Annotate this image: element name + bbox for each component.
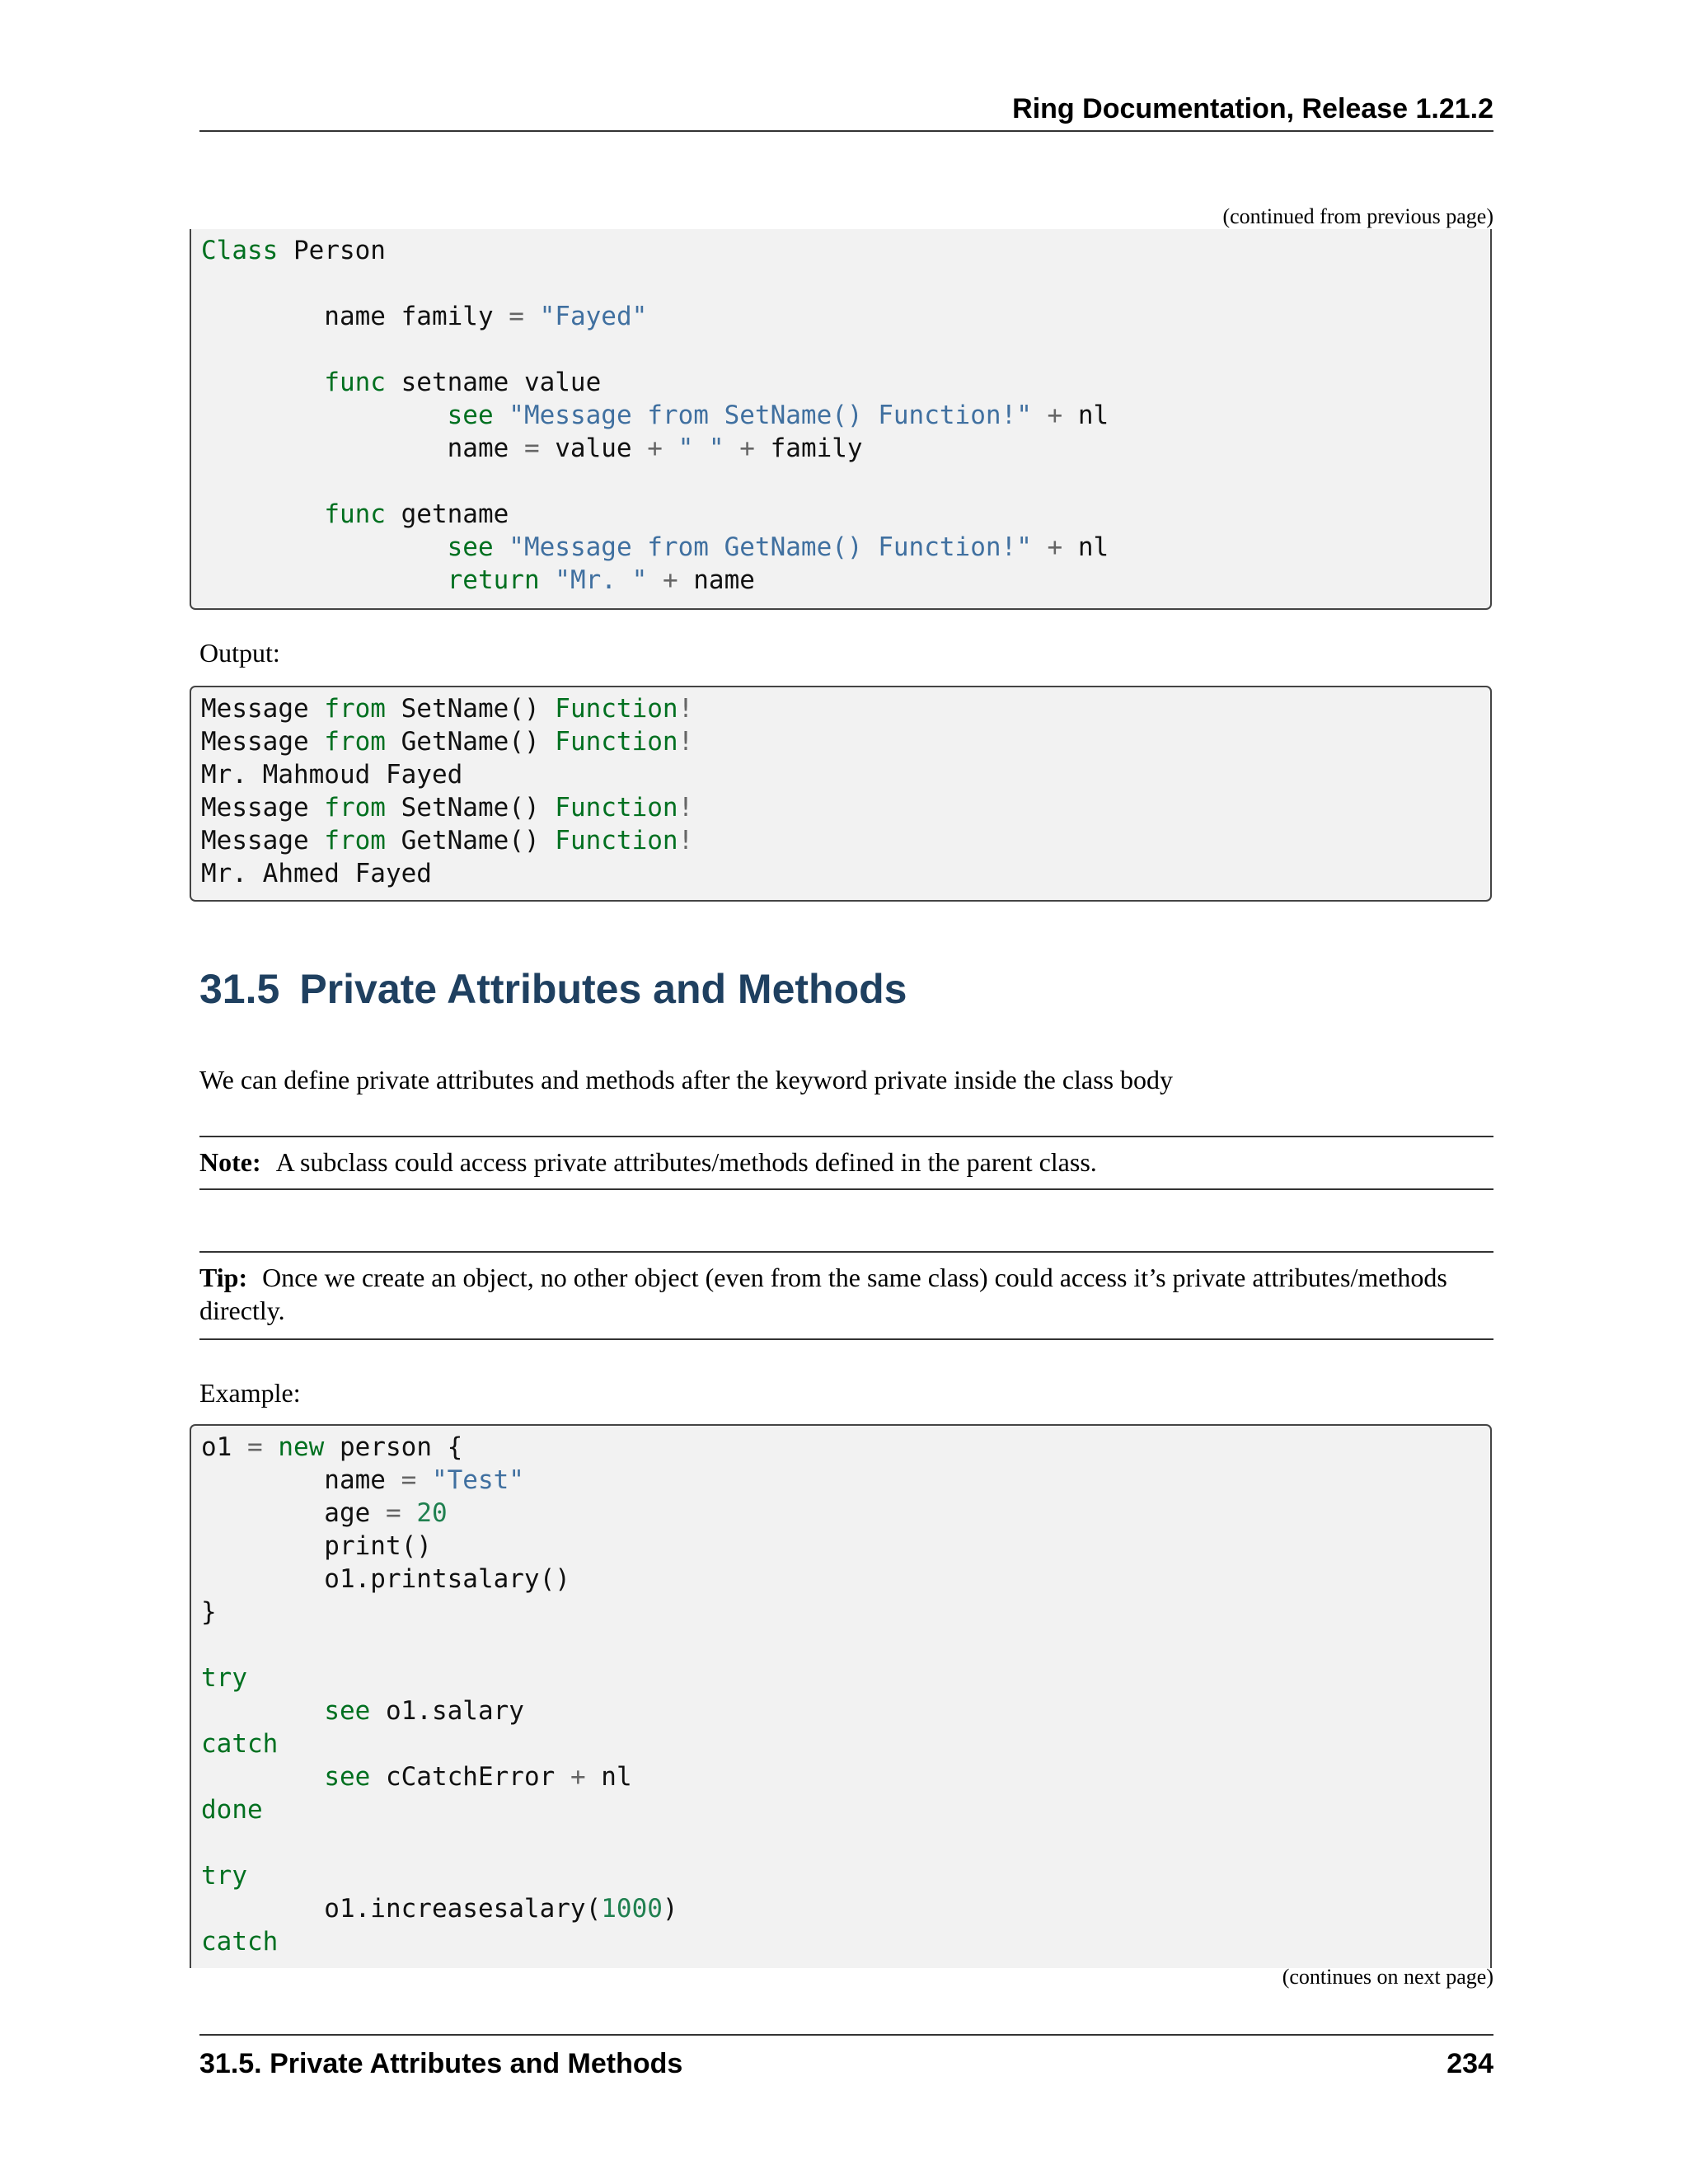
document-page — [199, 0, 1493, 2184]
code-block-1-line: name family = "Fayed" — [201, 302, 648, 331]
code-block-2-line: catch — [201, 1729, 279, 1759]
code-block-example — [190, 1424, 1492, 1968]
code-block-1-line: see "Message from GetName() Function!" + nl — [447, 532, 1109, 562]
output-block-line: Message from GetName() Function! — [201, 826, 694, 855]
output-block-line: Message from GetName() Function! — [201, 727, 694, 757]
section-title: Private Attributes and Methods — [299, 966, 907, 1012]
note-box — [199, 1136, 1493, 1190]
code-block-output — [190, 686, 1492, 902]
code-block-2-line: o1 = new person { — [201, 1432, 463, 1462]
output-block-line: Mr. Ahmed Fayed — [201, 859, 432, 888]
code-block-1-line: name = value + " " + family — [201, 434, 863, 463]
code-block-2-line: try — [201, 1663, 247, 1693]
code-block-2-line — [201, 1629, 1490, 1661]
document-title: Ring Documentation, Release 1.21.2 — [1012, 93, 1493, 124]
tip-text: Once we create an object, no other object (even from the same class) could access it’s private attributes/methods directly. — [199, 1263, 1447, 1325]
output-label: Output: — [199, 638, 280, 668]
code-block-2-line: catch — [201, 1927, 279, 1957]
code-block-2-line: name = "Test" — [201, 1465, 524, 1495]
footer-section: 31.5. Private Attributes and Methods — [199, 2048, 683, 2079]
example-label: Example: — [199, 1378, 301, 1408]
code-block-2-line: age = 20 — [201, 1498, 448, 1528]
note-label: Note: — [199, 1147, 261, 1177]
code-block-2-line: try — [201, 1861, 247, 1891]
code-block-1-line: return "Mr. " + name — [447, 565, 755, 595]
section-number: 31.5 — [199, 966, 280, 1012]
tip-label: Tip: — [199, 1263, 248, 1292]
code-block-2-line: o1.printsalary() — [201, 1564, 570, 1594]
code-block-1-line — [201, 333, 1490, 366]
continues-on-note: (continues on next page) — [1282, 1965, 1493, 1989]
code-block-class-person — [190, 229, 1492, 610]
code-block-1-line — [201, 267, 1490, 300]
code-block-1-line: Class Person — [201, 236, 386, 265]
code-block-1-line: func getname — [324, 499, 509, 529]
code-block-2-line: o1.increasesalary(1000) — [201, 1894, 678, 1924]
code-block-1-line — [201, 465, 1490, 498]
code-block-2-line: done — [201, 1795, 263, 1825]
code-block-2-line: see cCatchError + nl — [324, 1762, 632, 1792]
page-number: 234 — [1447, 2048, 1493, 2079]
code-block-2-line: print() — [201, 1531, 432, 1561]
code-block-2-line — [201, 1826, 1490, 1859]
tip-box — [199, 1251, 1493, 1340]
page-header — [199, 92, 1493, 132]
output-block-line: Mr. Mahmoud Fayed — [201, 760, 463, 790]
output-block-line: Message from SetName() Function! — [201, 694, 694, 724]
code-block-2-line: } — [201, 1597, 217, 1627]
output-block-line: Message from SetName() Function! — [201, 793, 694, 823]
code-block-2-line: see o1.salary — [324, 1696, 524, 1726]
section-intro: We can define private attributes and methods after the keyword private inside the class body — [199, 1065, 1174, 1094]
page-footer — [199, 2034, 1493, 2079]
code-block-1-line: func setname value — [324, 368, 602, 397]
section-heading — [199, 964, 907, 1014]
code-block-1-line: see "Message from SetName() Function!" + nl — [447, 401, 1109, 430]
note-text: A subclass could access private attributes/methods defined in the parent class. — [275, 1147, 1097, 1177]
continued-from-note: (continued from previous page) — [1222, 204, 1493, 228]
